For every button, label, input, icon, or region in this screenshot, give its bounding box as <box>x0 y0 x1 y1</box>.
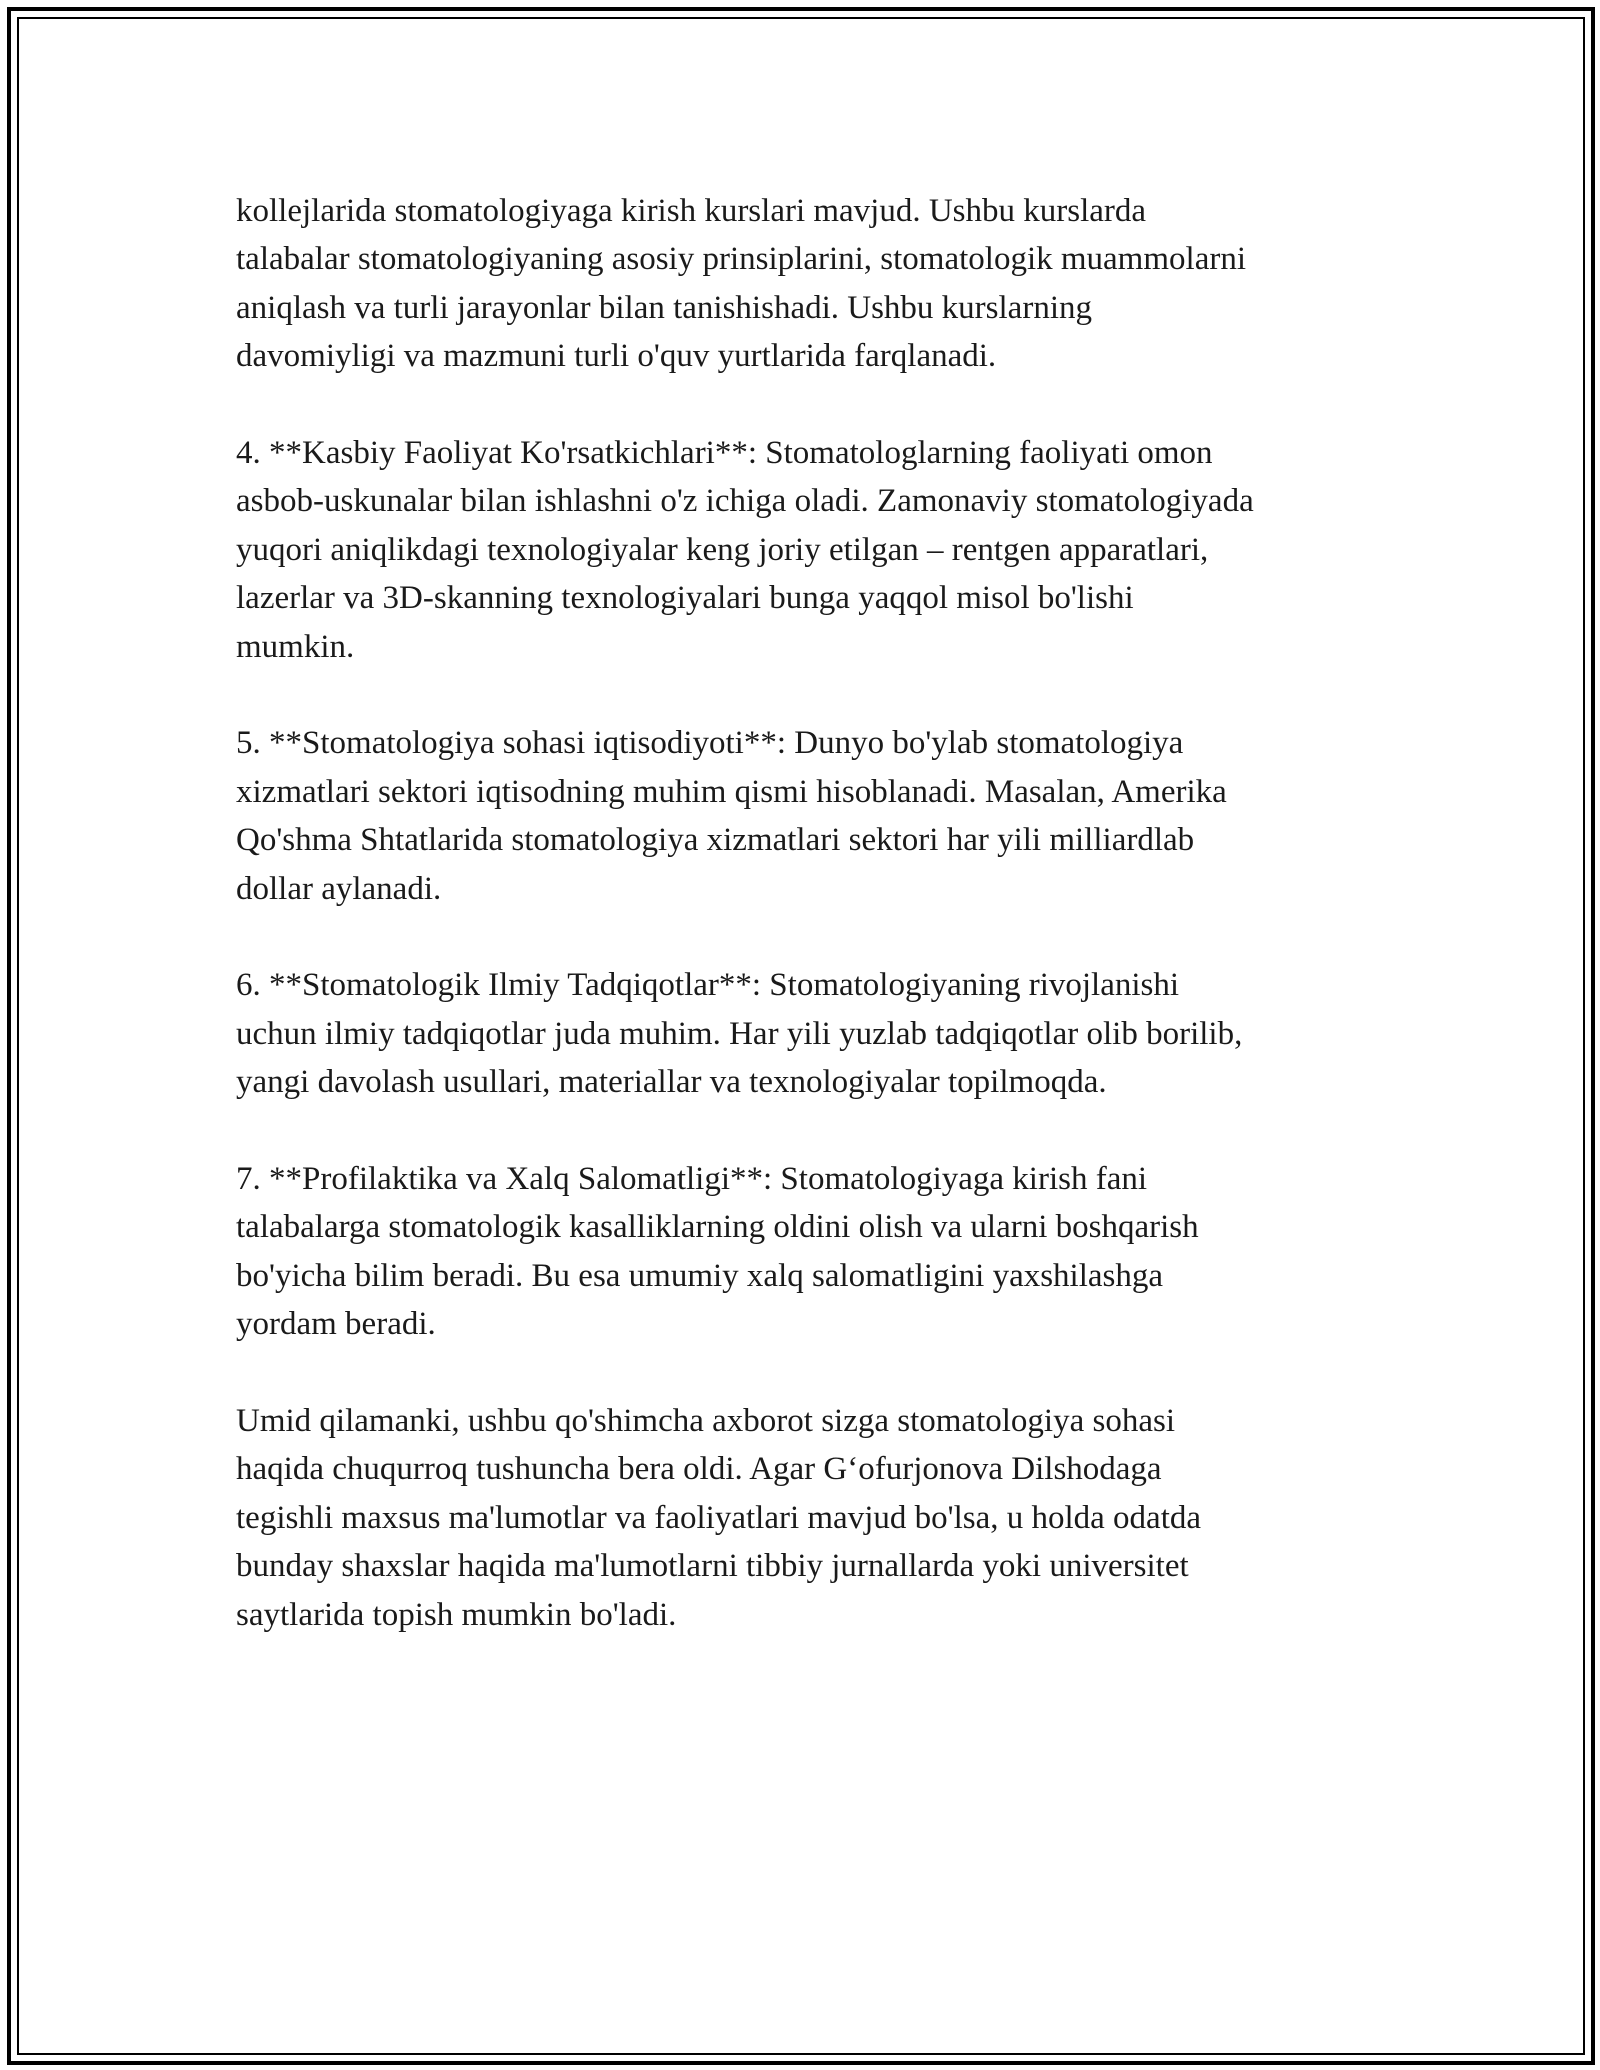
paragraph-conclusion: Umid qilamanki, ushbu qo'shimcha axborot sizga stomatologiya sohasi haqida chuqurroq tushuncha bera oldi. Agar G‘ofurjonova Dilshodaga tegishli maxsus ma'lumotlar va faoliyatlari mavjud bo'lsa, u holda odatda bunday shaxslar haqida ma'lumotlarni tibbiy jurnallarda yoki universitet saytlarida topish mumkin bo'ladi. <box>236 1403 1202 1633</box>
paragraph-item-7: 7. **Profilaktika va Xalq Salomatligi**: Stomatologiyaga kirish fani talabalarga stomatologik kasalliklarning oldini olish va ularni boshqarish bo'yicha bilim beradi. Bu esa umumiy xalq salomatligini yaxshilashga yordam beradi. <box>236 1161 1199 1343</box>
paragraph-intro-continued: kollejlarida stomatologiyaga kirish kurslari mavjud. Ushbu kurslarda talabalar stomatologiyaning asosiy prinsiplarini, stomatologik muammolarni aniqlash va turli jarayonlar bilan tanishishadi. Ushbu kurslarning davomiyligi va mazmuni turli o'quv yurtlarida farqlanadi. <box>236 193 1246 375</box>
paragraph-item-4: 4. **Kasbiy Faoliyat Ko'rsatkichlari**: Stomatologlarning faoliyati omon asbob-uskunalar bilan ishlashni o'z ichiga oladi. Zamonaviy stomatologiyada yuqori aniqlikdagi texnologiyalar keng joriy etilgan – rentgen apparatlari, lazerlar va 3D-skanning texnologiyalari bunga yaqqol misol bo'lishi mumkin. <box>236 435 1254 665</box>
document-body <box>236 187 1386 1688</box>
paragraph-item-5: 5. **Stomatologiya sohasi iqtisodiyoti**: Dunyo bo'ylab stomatologiya xizmatlari sektori iqtisodning muhim qismi hisoblanadi. Masalan, Amerika Qo'shma Shtatlarida stomatologiya xizmatlari sektori har yili milliardlab dollar aylanadi. <box>236 725 1227 907</box>
paragraph-item-6: 6. **Stomatologik Ilmiy Tadqiqotlar**: Stomatologiyaning rivojlanishi uchun ilmiy tadqiqotlar juda muhim. Har yili yuzlab tadqiqotlar olib borilib, yangi davolash usullari, materiallar va texnologiyalar topilmoqda. <box>236 967 1243 1101</box>
